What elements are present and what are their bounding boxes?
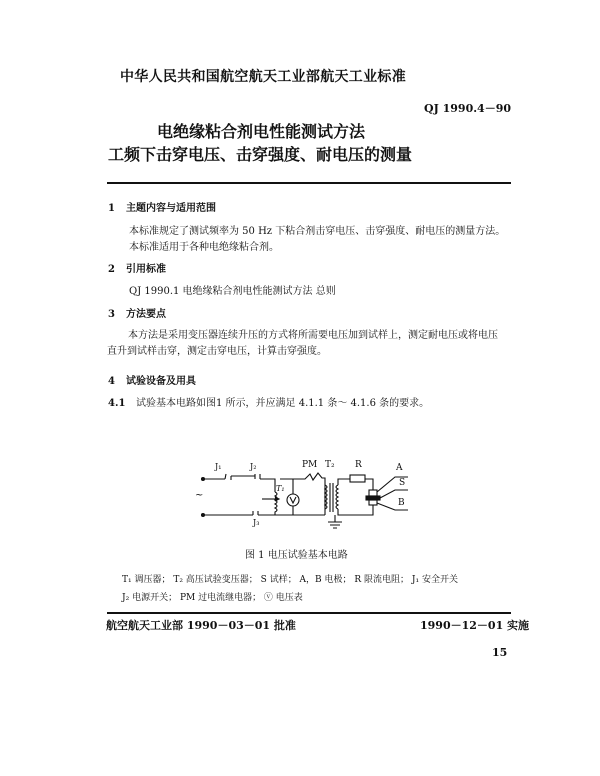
section-1-para-1: 本标准规定了测试频率为 50 Hz 下粘合剂击穿电压、击穿强度、耐电压的测量方法。 xyxy=(129,226,506,237)
bottom-rule xyxy=(107,612,511,614)
label-j3: J₃ xyxy=(253,518,260,527)
effective-date: 1990－12－01 实施 xyxy=(420,619,530,632)
page-number: 15 xyxy=(492,646,508,659)
title-line-2: 工频下击穿电压、击穿强度、耐电压的测量 xyxy=(108,145,413,164)
section-number: 4 xyxy=(108,376,115,387)
section-1-para-2: 本标准适用于各种电绝缘粘合剂。 xyxy=(129,242,279,253)
section-number: 4.1 xyxy=(108,398,126,409)
approval-date: 航空航天工业部 1990－03－01 批准 xyxy=(106,619,296,632)
resistor-r xyxy=(350,475,365,482)
label-b: B xyxy=(398,498,405,508)
section-title: 试验设备及用具 xyxy=(126,376,196,387)
label-t2: T₂ xyxy=(325,460,335,470)
section-title: 主题内容与适用范围 xyxy=(126,203,216,214)
section-number: 2 xyxy=(108,264,115,275)
figure-caption: 图 1 电压试验基本电路 xyxy=(245,550,348,561)
section-title: 方法要点 xyxy=(126,309,166,320)
section-number: 1 xyxy=(108,203,115,214)
reference-standard: QJ 1990.1 电绝缘粘合剂电性能测试方法 总则 xyxy=(129,286,336,297)
section-3-para-2: 直升到试样击穿，测定击穿电压，计算击穿强度。 xyxy=(107,346,327,357)
standard-code: QJ 1990.4－90 xyxy=(424,102,512,115)
label-j1: J₁ xyxy=(215,462,222,471)
label-j2: J₂ xyxy=(250,462,257,471)
title-line-1: 电绝缘粘合剂电性能测试方法 xyxy=(157,122,366,141)
label-a: A xyxy=(396,463,403,473)
label-r: R xyxy=(355,460,362,470)
section-3-para-1: 本方法是采用变压器连续升压的方式将所需要电压加到试样上，测定耐电压或将电压 xyxy=(128,330,498,341)
label-pm: PM xyxy=(302,460,318,470)
legend-line-1: T₁ 调压器； T₂ 高压试验变压器； S 试样； A，B 电极； R 限流电阻； J₁ 安全开关 xyxy=(122,575,458,585)
issuer-header: 中华人民共和国航空航天工业部航天工业标准 xyxy=(120,69,406,85)
section-number: 3 xyxy=(108,309,115,320)
section-title: 引用标准 xyxy=(126,264,166,275)
ac-source-symbol: ~ xyxy=(195,490,204,501)
legend-line-2: J₂ 电源开关； PM 过电流继电器； ⓥ 电压表 xyxy=(122,593,303,603)
label-s: S xyxy=(399,478,406,488)
section-text: 试验基本电路如图1 所示，并应满足 4.1.1 条～ 4.1.6 条的要求。 xyxy=(136,398,430,409)
label-t1: T₁ xyxy=(276,484,285,493)
